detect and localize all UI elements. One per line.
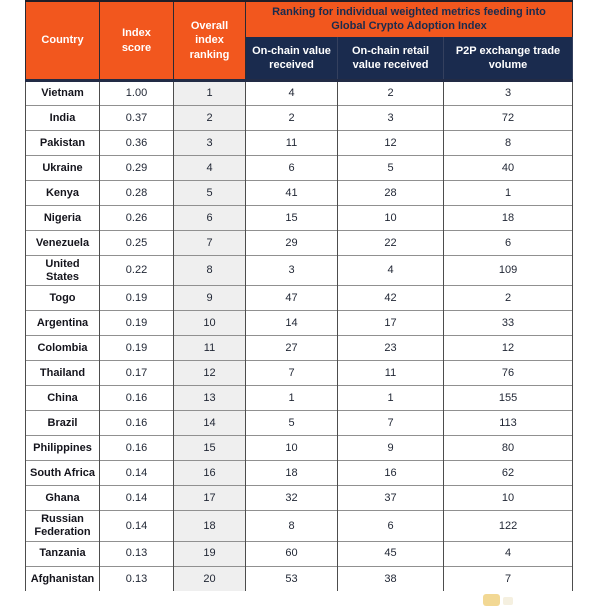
onchain-retail-cell: 3 (338, 106, 444, 131)
country-cell: Vietnam (26, 81, 100, 106)
overall-rank-cell: 5 (174, 181, 246, 206)
index-score-cell: 0.17 (100, 361, 174, 386)
onchain-retail-cell: 16 (338, 461, 444, 486)
table-row (26, 256, 573, 286)
p2p-volume-cell: 4 (444, 541, 573, 566)
overall-rank-cell: 3 (174, 131, 246, 156)
table-row (26, 106, 573, 131)
overall-rank-cell: 12 (174, 361, 246, 386)
index-score-cell: 0.22 (100, 256, 174, 286)
col-header-onchain-retail: On-chain retail value received (338, 37, 444, 81)
country-cell: Tanzania (26, 541, 100, 566)
index-score-cell: 0.25 (100, 231, 174, 256)
overall-rank-cell: 9 (174, 286, 246, 311)
overall-rank-cell: 4 (174, 156, 246, 181)
table-row (26, 131, 573, 156)
index-score-cell: 0.19 (100, 336, 174, 361)
overall-rank-cell: 18 (174, 511, 246, 541)
onchain-value-cell: 6 (246, 156, 338, 181)
country-cell: Ukraine (26, 156, 100, 181)
onchain-value-cell: 1 (246, 386, 338, 411)
country-cell: Philippines (26, 436, 100, 461)
onchain-retail-cell: 10 (338, 206, 444, 231)
country-cell: United States (26, 256, 100, 286)
table-row (26, 181, 573, 206)
onchain-retail-cell: 38 (338, 566, 444, 591)
onchain-retail-cell: 11 (338, 361, 444, 386)
country-cell: Afghanistan (26, 566, 100, 591)
onchain-value-cell: 5 (246, 411, 338, 436)
onchain-retail-cell: 7 (338, 411, 444, 436)
overall-rank-cell: 15 (174, 436, 246, 461)
table-row (26, 361, 573, 386)
onchain-retail-cell: 45 (338, 541, 444, 566)
country-cell: Argentina (26, 311, 100, 336)
table-row (26, 336, 573, 361)
onchain-value-cell: 14 (246, 311, 338, 336)
onchain-value-cell: 2 (246, 106, 338, 131)
overall-rank-cell: 16 (174, 461, 246, 486)
country-cell: Russian Federation (26, 511, 100, 541)
country-cell: Ghana (26, 486, 100, 511)
index-score-cell: 0.14 (100, 511, 174, 541)
index-score-cell: 0.13 (100, 566, 174, 591)
onchain-value-cell: 53 (246, 566, 338, 591)
onchain-retail-cell: 17 (338, 311, 444, 336)
country-cell: Togo (26, 286, 100, 311)
table-row (26, 566, 573, 591)
index-score-cell: 0.37 (100, 106, 174, 131)
overall-rank-cell: 11 (174, 336, 246, 361)
onchain-retail-cell: 6 (338, 511, 444, 541)
overall-rank-cell: 14 (174, 411, 246, 436)
col-header-overall-ranking: Overall index ranking (174, 1, 246, 81)
onchain-retail-cell: 28 (338, 181, 444, 206)
overall-rank-cell: 13 (174, 386, 246, 411)
onchain-value-cell: 15 (246, 206, 338, 231)
p2p-volume-cell: 113 (444, 411, 573, 436)
p2p-volume-cell: 7 (444, 566, 573, 591)
p2p-volume-cell: 72 (444, 106, 573, 131)
overall-rank-cell: 1 (174, 81, 246, 106)
table-row (26, 231, 573, 256)
onchain-retail-cell: 4 (338, 256, 444, 286)
index-score-cell: 0.26 (100, 206, 174, 231)
p2p-volume-cell: 122 (444, 511, 573, 541)
country-cell: Brazil (26, 411, 100, 436)
table-row (26, 511, 573, 541)
onchain-value-cell: 47 (246, 286, 338, 311)
table-row (26, 411, 573, 436)
index-score-cell: 0.16 (100, 386, 174, 411)
onchain-retail-cell: 37 (338, 486, 444, 511)
onchain-value-cell: 27 (246, 336, 338, 361)
p2p-volume-cell: 2 (444, 286, 573, 311)
table-header (26, 1, 573, 81)
p2p-volume-cell: 3 (444, 81, 573, 106)
country-cell: Venezuela (26, 231, 100, 256)
onchain-retail-cell: 5 (338, 156, 444, 181)
col-header-country: Country (26, 1, 100, 81)
onchain-value-cell: 18 (246, 461, 338, 486)
onchain-value-cell: 8 (246, 511, 338, 541)
index-score-cell: 0.14 (100, 461, 174, 486)
overall-rank-cell: 6 (174, 206, 246, 231)
onchain-retail-cell: 12 (338, 131, 444, 156)
index-score-cell: 1.00 (100, 81, 174, 106)
overall-rank-cell: 8 (174, 256, 246, 286)
p2p-volume-cell: 155 (444, 386, 573, 411)
overall-rank-cell: 2 (174, 106, 246, 131)
p2p-volume-cell: 6 (444, 231, 573, 256)
metrics-group-header: Ranking for individual weighted metrics feeding into Global Crypto Adoption Index (246, 1, 573, 37)
onchain-value-cell: 11 (246, 131, 338, 156)
onchain-value-cell: 3 (246, 256, 338, 286)
p2p-volume-cell: 18 (444, 206, 573, 231)
index-score-cell: 0.19 (100, 286, 174, 311)
overall-rank-cell: 19 (174, 541, 246, 566)
crypto-adoption-table (25, 0, 573, 591)
onchain-value-cell: 4 (246, 81, 338, 106)
overall-rank-cell: 7 (174, 231, 246, 256)
table-row (26, 286, 573, 311)
p2p-volume-cell: 40 (444, 156, 573, 181)
country-cell: Nigeria (26, 206, 100, 231)
col-header-index-score: Index score (100, 1, 174, 81)
p2p-volume-cell: 8 (444, 131, 573, 156)
onchain-value-cell: 10 (246, 436, 338, 461)
onchain-value-cell: 41 (246, 181, 338, 206)
index-score-cell: 0.29 (100, 156, 174, 181)
onchain-value-cell: 32 (246, 486, 338, 511)
onchain-retail-cell: 9 (338, 436, 444, 461)
watermark-yellow-icon (483, 594, 500, 606)
p2p-volume-cell: 1 (444, 181, 573, 206)
country-cell: Pakistan (26, 131, 100, 156)
country-cell: China (26, 386, 100, 411)
onchain-value-cell: 29 (246, 231, 338, 256)
table-row (26, 436, 573, 461)
index-score-cell: 0.16 (100, 436, 174, 461)
index-score-cell: 0.36 (100, 131, 174, 156)
country-cell: Kenya (26, 181, 100, 206)
table-row (26, 486, 573, 511)
p2p-volume-cell: 12 (444, 336, 573, 361)
country-cell: South Africa (26, 461, 100, 486)
table-row (26, 461, 573, 486)
country-cell: Colombia (26, 336, 100, 361)
watermark-logo (483, 592, 517, 606)
country-cell: India (26, 106, 100, 131)
index-score-cell: 0.16 (100, 411, 174, 436)
overall-rank-cell: 20 (174, 566, 246, 591)
onchain-retail-cell: 1 (338, 386, 444, 411)
watermark-faint-icon (503, 597, 513, 605)
table-row (26, 386, 573, 411)
table-row (26, 81, 573, 106)
table-row (26, 206, 573, 231)
onchain-retail-cell: 42 (338, 286, 444, 311)
table-row (26, 541, 573, 566)
index-score-cell: 0.13 (100, 541, 174, 566)
index-score-cell: 0.14 (100, 486, 174, 511)
onchain-value-cell: 7 (246, 361, 338, 386)
p2p-volume-cell: 76 (444, 361, 573, 386)
p2p-volume-cell: 10 (444, 486, 573, 511)
onchain-retail-cell: 2 (338, 81, 444, 106)
p2p-volume-cell: 109 (444, 256, 573, 286)
onchain-retail-cell: 22 (338, 231, 444, 256)
overall-rank-cell: 17 (174, 486, 246, 511)
col-header-p2p-volume: P2P exchange trade volume (444, 37, 573, 81)
table-row (26, 311, 573, 336)
p2p-volume-cell: 62 (444, 461, 573, 486)
overall-rank-cell: 10 (174, 311, 246, 336)
country-cell: Thailand (26, 361, 100, 386)
index-score-cell: 0.19 (100, 311, 174, 336)
onchain-retail-cell: 23 (338, 336, 444, 361)
p2p-volume-cell: 80 (444, 436, 573, 461)
col-header-onchain-value: On-chain value received (246, 37, 338, 81)
index-score-cell: 0.28 (100, 181, 174, 206)
p2p-volume-cell: 33 (444, 311, 573, 336)
table-row (26, 156, 573, 181)
table-body (26, 81, 573, 592)
onchain-value-cell: 60 (246, 541, 338, 566)
